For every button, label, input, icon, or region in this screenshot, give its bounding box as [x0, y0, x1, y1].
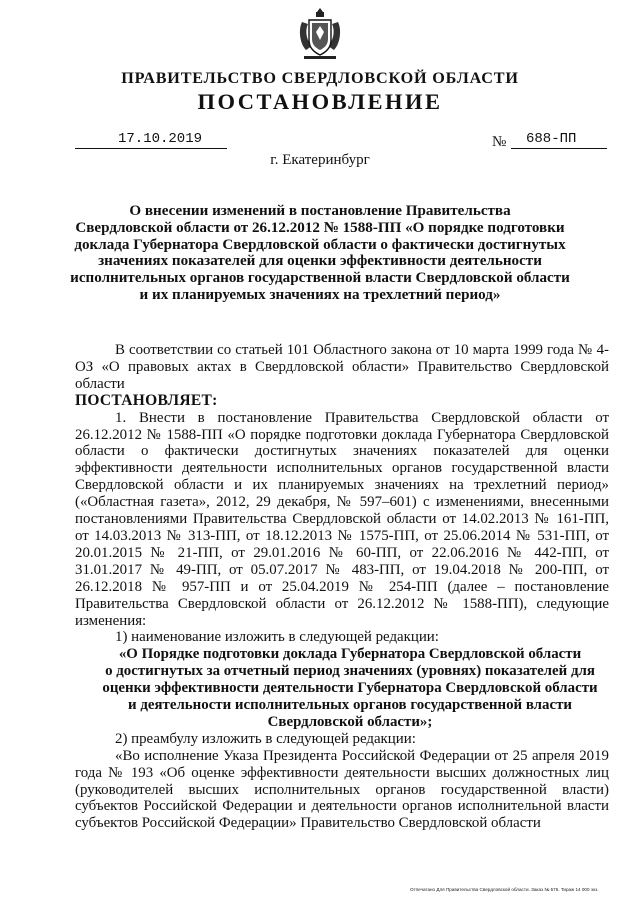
number-underline: [511, 148, 607, 149]
new-preamble-paragraph: «Во исполнение Указа Президента Российской Федерации от 25 апреля 2019 года № 193 «Об оценке эффективности деятельности высших должностных лиц (руководителей высших исполнительных органов государственной власти) субъектов Российской Федерации и деятельности органов исполнительной власти субъектов Российской Федерации» Правительство Свердловской области: [75, 747, 609, 832]
title-line: значениях показателей для оценки эффективности деятельности: [98, 253, 542, 270]
quote-line: и деятельности исполнительных органов государственной власти: [128, 697, 572, 714]
document-date: 17.10.2019: [118, 131, 203, 147]
print-footer: Отпечатано Для Правительства Свердловской области. Заказ № 575. Тираж 14 000 экз.: [410, 887, 599, 892]
title-line: Свердловской области от 26.12.2012 № 1588-ПП «О порядке подготовки: [75, 219, 565, 236]
subitem-1-paragraph: 1) наименование изложить в следующей редакции:: [115, 629, 439, 646]
new-name-quote: [75, 646, 609, 731]
title-line: доклада Губернатора Свердловской области о фактически достигнутых: [74, 236, 566, 253]
government-name: ПРАВИТЕЛЬСТВО СВЕРДЛОВСКОЙ ОБЛАСТИ: [121, 69, 519, 87]
document-type: ПОСТАНОВЛЕНИЕ: [197, 89, 443, 114]
date-underline: [75, 148, 227, 149]
item-1-paragraph: 1. Внести в постановление Правительства Свердловской области от 26.12.2012 № 1588-ПП «О порядке подготовки доклада Губернатора Свердловской области о фактически достигнутых значениях показателей для оценки эффективности деятельности исполнительных органов государственной власти Свердловской области и их планируемых значениях на трехлетний период» («Областная газета», 2012, 29 декабря, № 597–601) с изменениями, внесенными постановлениями Правительства Свердловской области от 14.02.2013 № 161-ПП, от 14.03.2013 № 313-ПП, от 18.12.2013 № 1575-ПП, от 25.06.2014 № 531-ПП, от 20.01.2015 № 21-ПП, от 29.01.2016 № 60-ПП, от 22.06.2016 № 442-ПП, от 31.01.2017 № 49-ПП, от 05.07.2017 № 483-ПП, от 19.04.2018 № 200-ПП, от 26.12.2018 № 957-ПП и от 25.04.2019 № 254-ПП (далее – постановление Правительства Свердловской области от 26.12.2012 № 1588-ПП), следующие изменения:: [75, 409, 609, 629]
document-title: [40, 203, 600, 304]
quote-line: оценки эффективности деятельности Губернатора Свердловской области: [102, 680, 598, 697]
preamble-paragraph: В соответствии со статьей 101 Областного закона от 10 марта 1999 года № 4-ОЗ «О правовых актах в Свердловской области» Правительство Свердловской области: [75, 342, 609, 392]
coat-of-arms-icon: [296, 6, 344, 62]
decree-word: ПОСТАНОВЛЯЕТ:: [75, 391, 218, 409]
quote-line: «О Порядке подготовки доклада Губернатора Свердловской области: [118, 646, 582, 663]
number-sign: №: [492, 134, 507, 150]
title-line: исполнительных органов государственной власти Свердловской области: [70, 270, 570, 287]
title-line: О внесении изменений в постановление Правительства: [129, 203, 511, 219]
subitem-2-paragraph: 2) преамбулу изложить в следующей редакции:: [115, 730, 416, 747]
quote-line: о достигнутых за отчетный период значениях (уровнях) показателей для: [105, 663, 595, 680]
document-number: 688-ПП: [526, 131, 577, 147]
quote-line: Свердловской области»;: [267, 713, 433, 730]
document-body: [75, 342, 609, 832]
city: г. Екатеринбург: [270, 152, 370, 168]
title-line: и их планируемых значениях на трехлетний период»: [139, 286, 501, 303]
